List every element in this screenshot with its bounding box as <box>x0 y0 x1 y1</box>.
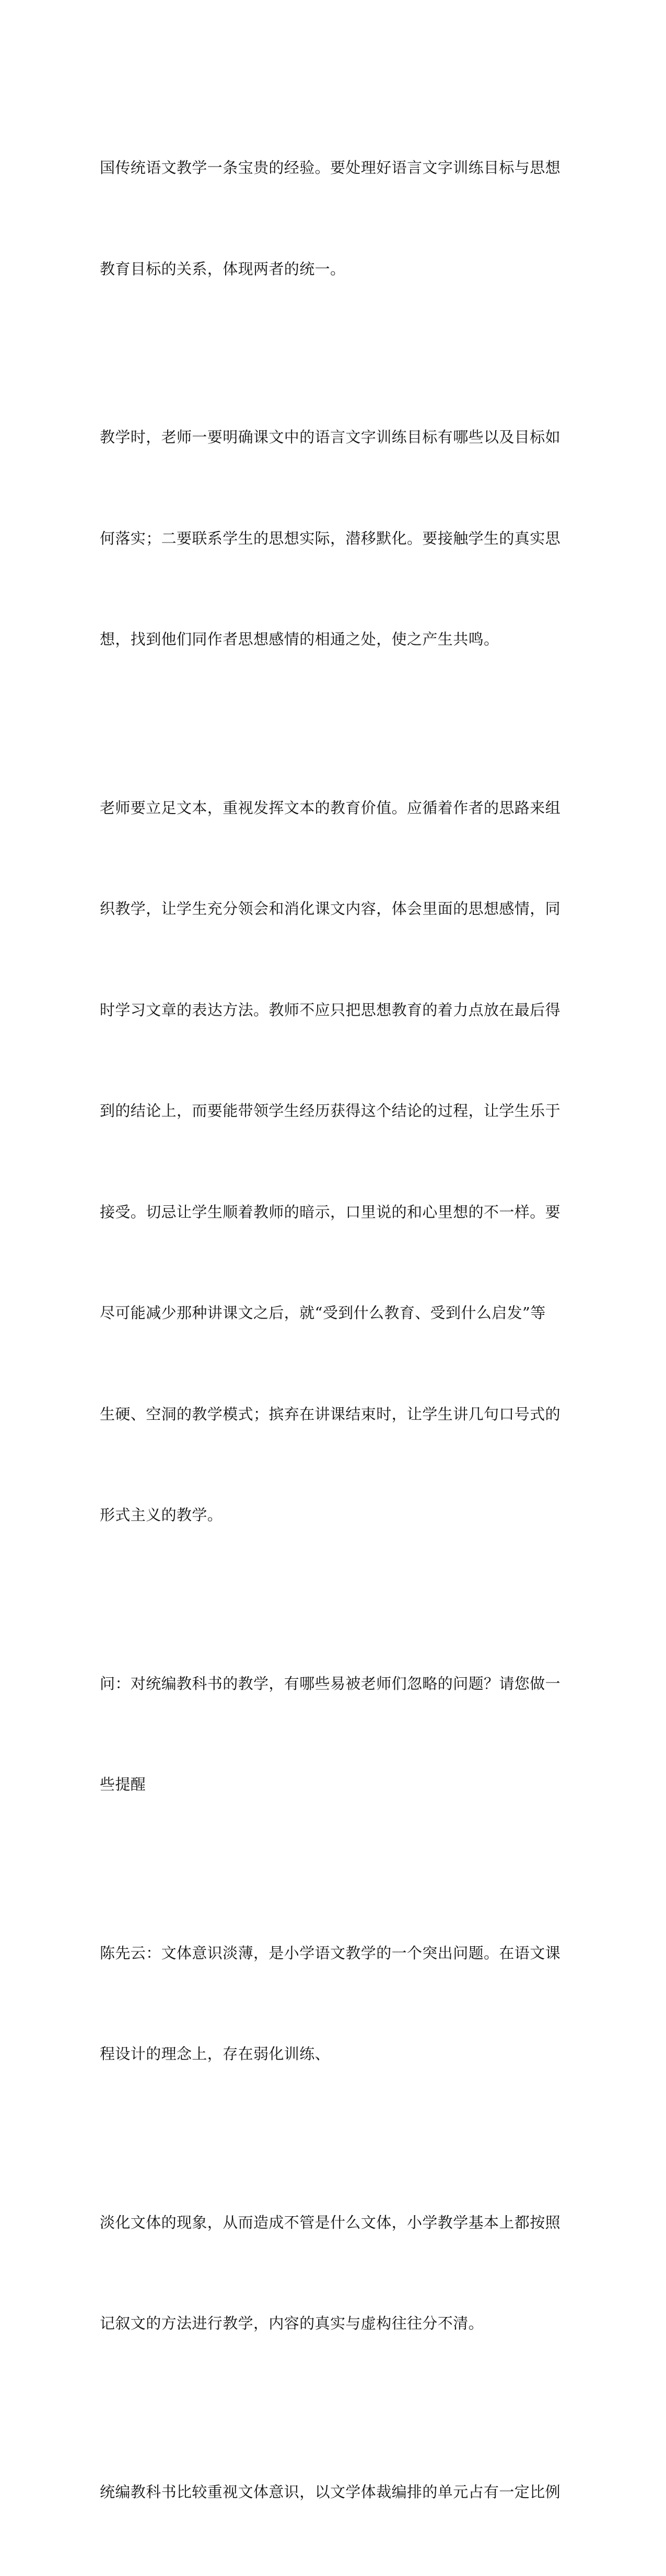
text-line: 记叙文的方法进行教学，内容的真实与虚构往往分不清。 <box>100 2307 559 2340</box>
text-line: 教学时，老师一要明确课文中的语言文字训练目标有哪些以及目标如 <box>100 420 559 454</box>
paragraph <box>100 1869 559 2138</box>
text-line: 形式主义的教学。 <box>100 1498 559 1532</box>
text-line: 教育目标的关系，体现两者的统一。 <box>100 252 559 286</box>
text-line: 接受。切忌让学生顺着教师的暗示，口里说的和心里想的不一样。要 <box>100 1195 559 1229</box>
document-page <box>0 0 666 862</box>
text-line: 淡化文体的现象，从而造成不管是什么文体，小学教学基本上都按照 <box>100 2206 559 2240</box>
text-line: 老师要立足文本，重视发挥文本的教育价值。应循着作者的思路来组 <box>100 791 559 825</box>
text-line: 统编教科书比较重视文体意识，以文学体裁编排的单元占有一定比例 <box>100 2475 559 2509</box>
text-line: 问：对统编教科书的教学，有哪些易被老师们忽略的问题？请您做一 <box>100 1667 559 1701</box>
text-line: 到的结论上，而要能带领学生经历获得这个结论的过程，让学生乐于 <box>100 1094 559 1128</box>
paragraph <box>100 2408 559 2576</box>
text-line: 尽可能减少那种讲课文之后，就“受到什么教育、受到什么启发”等 <box>100 1296 559 1330</box>
text-line: 国传统语文教学一条宝贵的经验。要处理好语言文字训练目标与思想 <box>100 151 559 185</box>
text-line: 何落实；二要联系学生的思想实际，潜移默化。要接触学生的真实思 <box>100 522 559 556</box>
paragraph <box>100 1599 559 1869</box>
body-text <box>100 84 559 2576</box>
text-line: 程设计的理念上，存在弱化训练、 <box>100 2037 559 2071</box>
paragraph <box>100 2138 559 2408</box>
text-line: 织教学，让学生充分领会和消化课文内容，体会里面的思想感情，同 <box>100 892 559 926</box>
text-line: 陈先云：文体意识淡薄，是小学语文教学的一个突出问题。在语文课 <box>100 1936 559 1970</box>
paragraph <box>100 84 559 353</box>
paragraph <box>100 353 559 724</box>
text-line: 些提醒 <box>100 1768 559 1802</box>
paragraph <box>100 724 559 1599</box>
text-line: 时学习文章的表达方法。教师不应只把思想教育的着力点放在最后得 <box>100 993 559 1027</box>
text-line: 想，找到他们同作者思想感情的相通之处，使之产生共鸣。 <box>100 622 559 656</box>
text-line: 生硬、空洞的教学模式；摈弃在讲课结束时，让学生讲几句口号式的 <box>100 1397 559 1431</box>
